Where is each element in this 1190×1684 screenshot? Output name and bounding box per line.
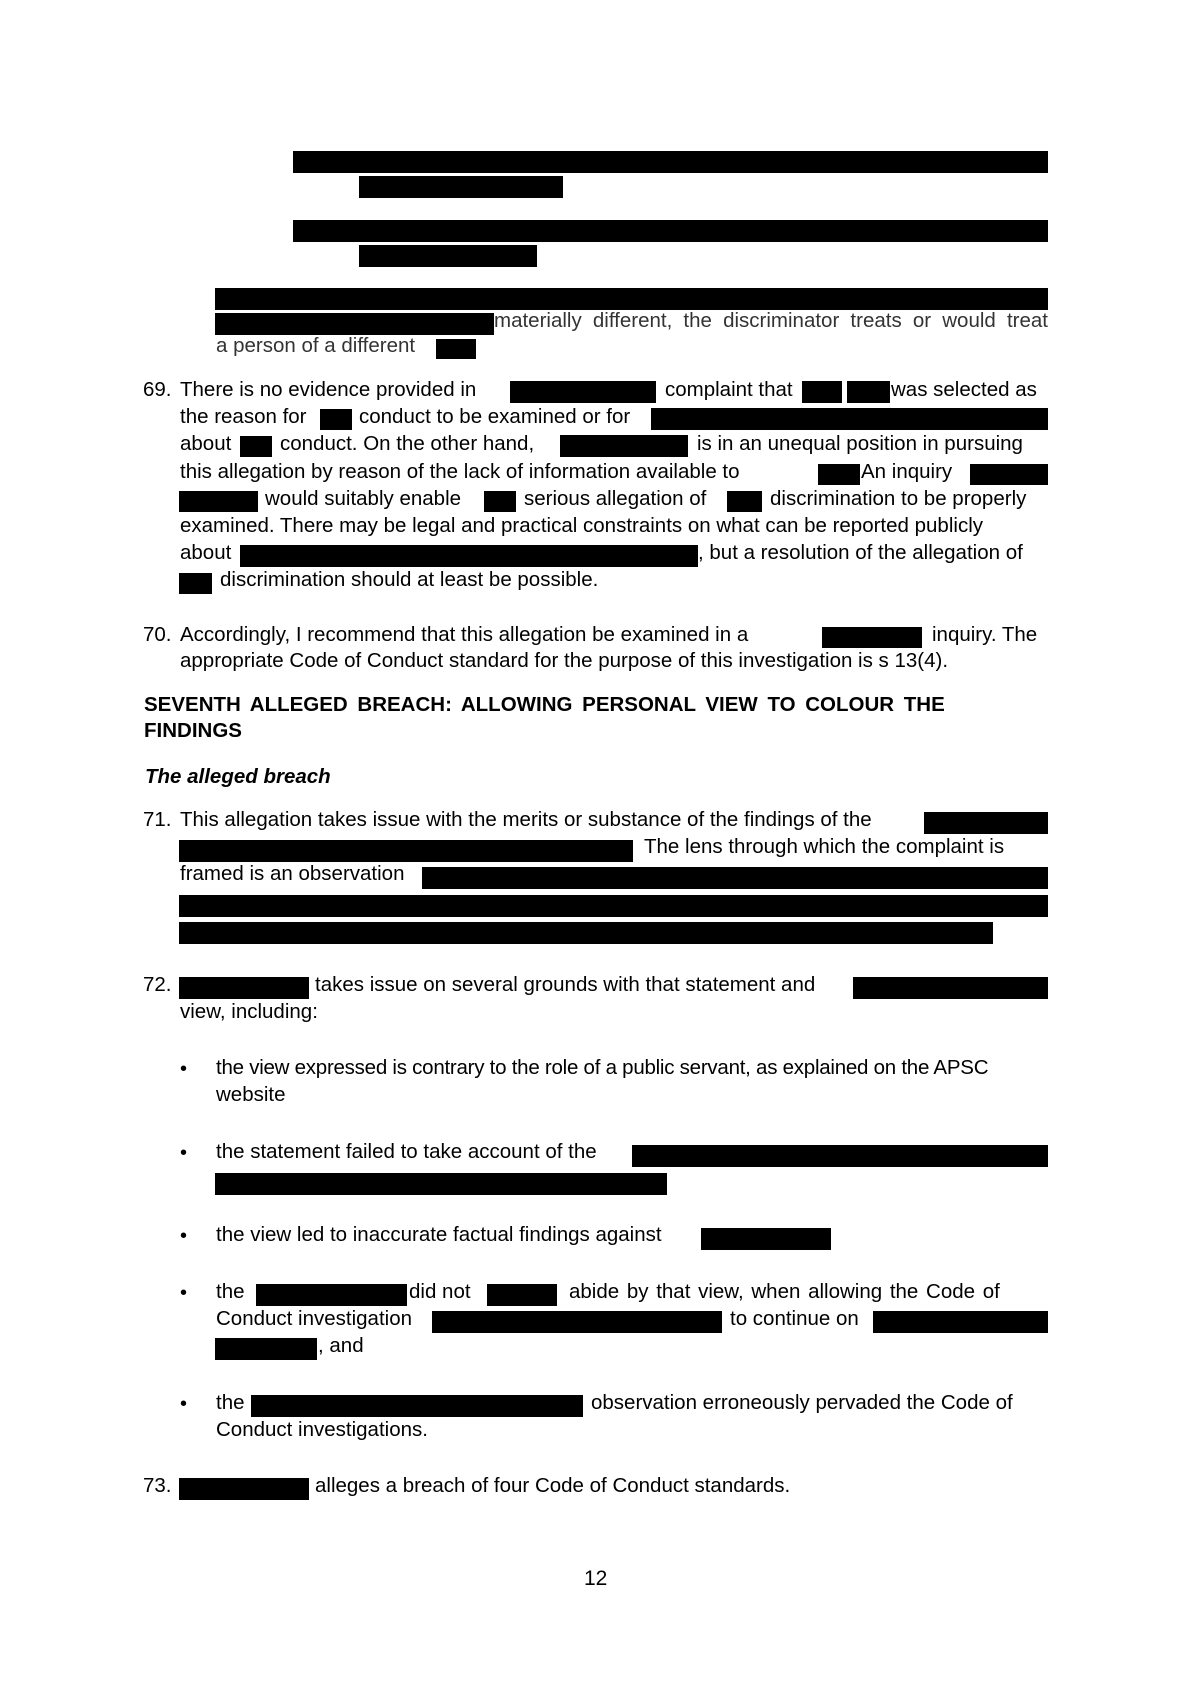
para69-line3a: about	[180, 432, 232, 455]
redaction	[240, 545, 698, 567]
quote-line-1: materially different, the discriminator treats or would treat	[494, 309, 1048, 332]
para70-line2: appropriate Code of Conduct standard for the purpose of this investigation is s 13(4).	[180, 649, 949, 672]
bullet-dot: •	[180, 1142, 188, 1164]
redaction	[847, 381, 890, 403]
para-number: 71.	[143, 808, 172, 831]
bullet3-line1: the view led to inaccurate factual findings against	[216, 1223, 662, 1246]
para69-line3c: is in an unequal position in pursuing	[697, 432, 1023, 455]
para69-line7a: about	[180, 541, 232, 564]
redaction	[215, 1173, 667, 1195]
para72-line1: takes issue on several grounds with that statement and	[315, 973, 816, 996]
para-number: 73.	[143, 1474, 172, 1497]
page-number: 12	[584, 1567, 608, 1590]
redaction	[179, 840, 633, 862]
redaction	[179, 895, 1048, 917]
redaction	[727, 491, 762, 512]
para69-line5b: serious allegation of	[524, 487, 707, 510]
para-number: 70.	[143, 623, 172, 646]
bullet4-f: , and	[318, 1334, 364, 1357]
redaction	[320, 409, 352, 430]
para69-line4b: An inquiry	[861, 460, 953, 483]
bullet-dot: •	[180, 1282, 188, 1304]
redaction	[359, 176, 563, 198]
para69-line2a: the reason for	[180, 405, 307, 428]
para69-line8: discrimination should at least be possible.	[220, 568, 599, 591]
bullet-dot: •	[180, 1393, 188, 1415]
para71-line2: The lens through which the complaint is	[644, 835, 1005, 858]
redaction	[484, 491, 516, 512]
para71-line3: framed is an observation	[180, 862, 405, 885]
para70-line1b: inquiry. The	[932, 623, 1038, 646]
para69-line4a: this allegation by reason of the lack of information available to	[180, 460, 740, 483]
redaction	[179, 977, 309, 999]
redaction	[701, 1228, 831, 1250]
redaction	[487, 1284, 557, 1306]
para69-line3b: conduct. On the other hand,	[280, 432, 535, 455]
redaction	[560, 435, 688, 457]
redaction	[651, 408, 1048, 430]
redaction	[240, 436, 272, 457]
para-number: 69.	[143, 378, 172, 401]
bullet-dot: •	[180, 1058, 188, 1080]
para-number: 72.	[143, 973, 172, 996]
redaction	[293, 220, 1048, 242]
redaction	[179, 922, 993, 944]
para69-line5a: would suitably enable	[265, 487, 462, 510]
section-heading-2: FINDINGS	[144, 719, 242, 742]
redaction	[293, 151, 1048, 173]
para69-line7b: , but a resolution of the allegation of	[698, 541, 1023, 564]
para69-line1c: was selected as	[891, 378, 1037, 401]
redaction	[215, 288, 1048, 310]
quote-line-2: a person of a different	[216, 334, 416, 357]
redaction	[422, 867, 1048, 889]
para70-line1a: Accordingly, I recommend that this allegation be examined in a	[180, 623, 749, 646]
subheading: The alleged breach	[145, 765, 331, 788]
bullet4-e: to continue on	[730, 1307, 859, 1330]
redaction	[179, 573, 212, 594]
para69-line5c: discrimination to be properly	[770, 487, 1027, 510]
redaction	[436, 339, 476, 359]
redaction	[256, 1284, 407, 1306]
para72-line2: view, including:	[180, 1000, 318, 1023]
para69-line6: examined. There may be legal and practical constraints on what can be reported publicly	[180, 514, 983, 537]
bullet4-a: the	[216, 1280, 245, 1303]
bullet4-d: Conduct investigation	[216, 1307, 413, 1330]
redaction	[924, 812, 1048, 834]
redaction	[359, 245, 537, 267]
bullet4-b: did not	[409, 1280, 471, 1303]
redaction	[802, 381, 842, 403]
redaction	[215, 1338, 317, 1360]
bullet5-a: the	[216, 1391, 245, 1414]
bullet5-c: Conduct investigations.	[216, 1418, 428, 1441]
redaction	[818, 464, 860, 485]
redaction	[215, 313, 494, 335]
bullet5-b: observation erroneously pervaded the Code of	[591, 1391, 1013, 1414]
redaction	[970, 464, 1048, 485]
para69-line1b: complaint that	[665, 378, 793, 401]
redaction	[822, 627, 922, 648]
redaction	[179, 491, 258, 512]
para69-line2b: conduct to be examined or for	[359, 405, 631, 428]
bullet2-line1: the statement failed to take account of the	[216, 1140, 597, 1163]
redaction	[873, 1311, 1048, 1333]
para71-line1: This allegation takes issue with the merits or substance of the findings of the	[180, 808, 872, 831]
redaction	[432, 1311, 722, 1333]
bullet1-line2: website	[216, 1083, 286, 1106]
redaction	[510, 381, 656, 403]
para73-text: alleges a breach of four Code of Conduct standards.	[315, 1474, 791, 1497]
redaction	[251, 1395, 583, 1417]
bullet4-c: abide by that view, when allowing the Code of	[569, 1280, 1000, 1303]
bullet-dot: •	[180, 1225, 188, 1247]
redaction	[632, 1145, 1048, 1167]
bullet1-line1: the view expressed is contrary to the role of a public servant, as explained on the APSC	[216, 1056, 989, 1079]
para69-line1a: There is no evidence provided in	[180, 378, 477, 401]
section-heading: SEVENTH ALLEGED BREACH: ALLOWING PERSONAL VIEW TO COLOUR THE	[144, 693, 945, 716]
redaction	[853, 977, 1048, 999]
redaction	[179, 1478, 309, 1500]
